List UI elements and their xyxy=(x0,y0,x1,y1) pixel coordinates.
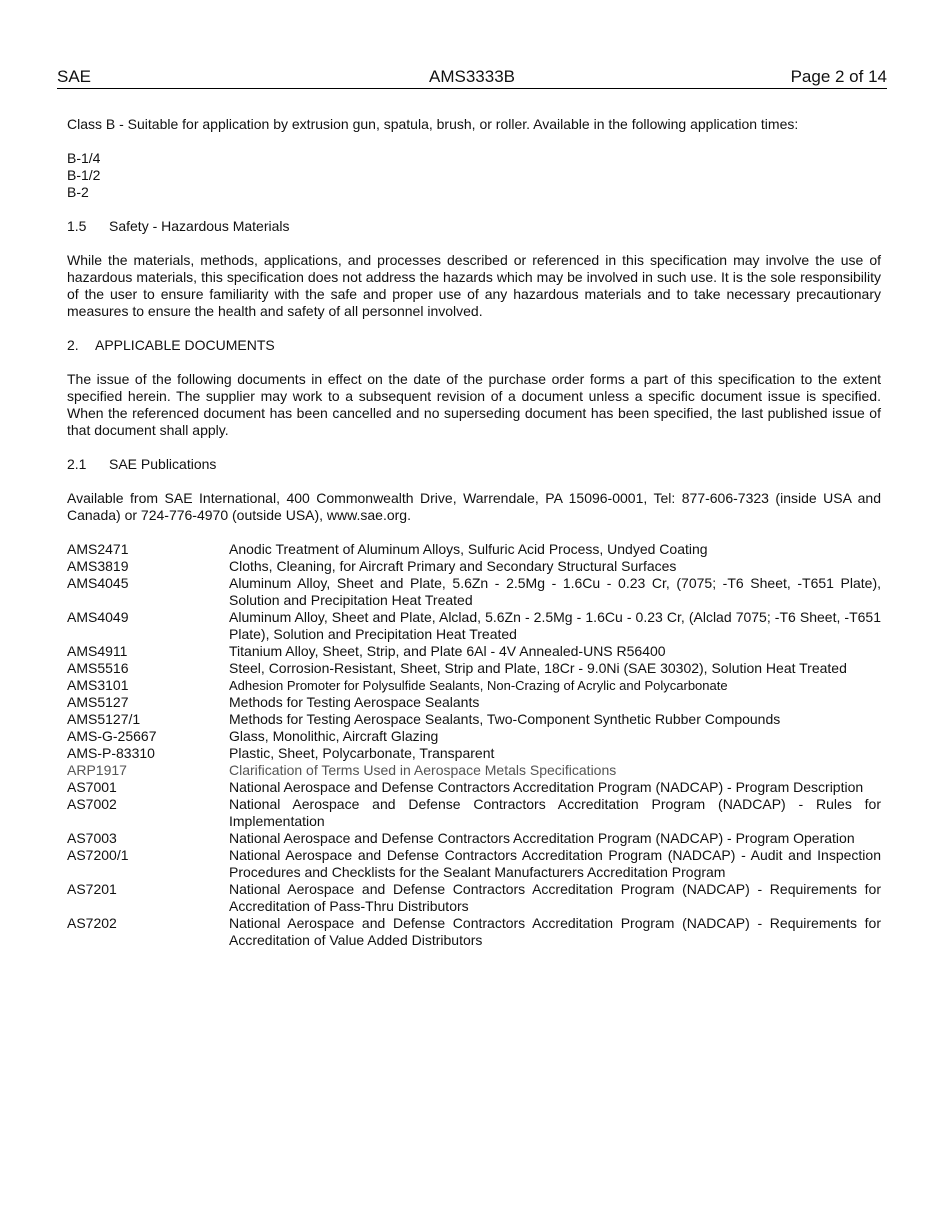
page-header xyxy=(57,66,887,89)
reference-code: AMS5516 xyxy=(67,660,129,676)
reference-item xyxy=(67,847,881,881)
reference-description: Plastic, Sheet, Polycarbonate, Transparent xyxy=(229,745,495,761)
section-title: SAE Publications xyxy=(109,456,217,472)
reference-description: National Aerospace and Defense Contractors Accreditation Program (NADCAP) - Requirements for Accreditation of Pass-Thru Distributors xyxy=(229,881,881,914)
reference-item xyxy=(67,915,881,949)
reference-description: Methods for Testing Aerospace Sealants, Two-Component Synthetic Rubber Compounds xyxy=(229,711,781,727)
application-time-item: B-1/2 xyxy=(67,167,101,183)
reference-code: AS7200/1 xyxy=(67,847,129,863)
reference-code: AMS-P-83310 xyxy=(67,745,155,761)
reference-item xyxy=(67,745,881,762)
applicable-documents-paragraph: The issue of the following documents in effect on the date of the purchase order forms a part of this specification to the extent specified herein. The supplier may work to a subsequent revision of a document unless a specific document issue is specified. When the referenced document has been cancelled and no superseding document has been specified, the last published issue of that document shall apply. xyxy=(67,371,881,438)
reference-item xyxy=(67,796,881,830)
reference-description: National Aerospace and Defense Contractors Accreditation Program (NADCAP) - Program Description xyxy=(229,779,864,795)
section-heading-sae-publications xyxy=(67,456,881,473)
reference-description: Methods for Testing Aerospace Sealants xyxy=(229,694,480,710)
reference-code: AS7002 xyxy=(67,796,117,812)
reference-code: AMS3819 xyxy=(67,558,129,574)
reference-code: AS7001 xyxy=(67,779,117,795)
class-b-paragraph: Class B - Suitable for application by extrusion gun, spatula, brush, or roller. Available in the following application times: xyxy=(67,116,799,132)
reference-code: AS7201 xyxy=(67,881,117,897)
reference-description: Aluminum Alloy, Sheet and Plate, 5.6Zn - 2.5Mg - 1.6Cu - 0.23 Cr, (7075; -T6 Sheet, -T651 Plate), Solution and Precipitation Heat Treated xyxy=(229,575,881,608)
reference-code: AMS3101 xyxy=(67,677,129,693)
reference-description: National Aerospace and Defense Contractors Accreditation Program (NADCAP) - Audit and Inspection Procedures and Checklists for the Sealant Manufacturers Accreditation Program xyxy=(229,847,881,880)
reference-description: Cloths, Cleaning, for Aircraft Primary and Secondary Structural Surfaces xyxy=(229,558,677,574)
reference-description: Adhesion Promoter for Polysulfide Sealants, Non-Crazing of Acrylic and Polycarbonate xyxy=(229,678,728,693)
reference-description: Steel, Corrosion-Resistant, Sheet, Strip and Plate, 18Cr - 9.0Ni (SAE 30302), Solution Heat Treated xyxy=(229,660,847,676)
application-times-list xyxy=(67,150,881,201)
reference-item xyxy=(67,660,881,677)
application-time-item: B-2 xyxy=(67,184,89,200)
section-heading-applicable-documents xyxy=(67,337,881,354)
reference-description: National Aerospace and Defense Contractors Accreditation Program (NADCAP) - Program Operation xyxy=(229,830,855,846)
document-body xyxy=(67,116,881,949)
reference-item xyxy=(67,643,881,660)
application-time-item: B-1/4 xyxy=(67,150,101,166)
reference-code: AMS2471 xyxy=(67,541,129,557)
reference-description: National Aerospace and Defense Contractors Accreditation Program (NADCAP) - Rules for Implementation xyxy=(229,796,881,829)
reference-description: Glass, Monolithic, Aircraft Glazing xyxy=(229,728,439,744)
reference-description: Titanium Alloy, Sheet, Strip, and Plate 6Al - 4V Annealed-UNS R56400 xyxy=(229,643,666,659)
header-page-number: Page 2 of 14 xyxy=(790,67,887,86)
reference-code: ARP1917 xyxy=(67,762,127,778)
header-org: SAE xyxy=(57,67,92,86)
reference-description: Clarification of Terms Used in Aerospace Metals Specifications xyxy=(229,762,617,778)
reference-code: AMS4049 xyxy=(67,609,129,625)
sae-availability-paragraph: Available from SAE International, 400 Commonwealth Drive, Warrendale, PA 15096-0001, Tel: 877-606-7323 (inside USA and Canada) or 724-776-4970 (outside USA), www.sae.org. xyxy=(67,490,881,523)
reference-item xyxy=(67,881,881,915)
reference-item xyxy=(67,830,881,847)
reference-item xyxy=(67,575,881,609)
reference-item xyxy=(67,558,881,575)
reference-item xyxy=(67,609,881,643)
reference-code: AMS4045 xyxy=(67,575,129,591)
reference-description: Anodic Treatment of Aluminum Alloys, Sulfuric Acid Process, Undyed Coating xyxy=(229,541,708,557)
section-number: 2. xyxy=(67,337,79,353)
reference-item xyxy=(67,762,881,779)
reference-item xyxy=(67,677,881,694)
reference-list xyxy=(67,541,881,949)
safety-paragraph: While the materials, methods, applications, and processes described or referenced in this specification may involve the use of hazardous materials, this specification does not address the hazards which may be involved in such use. It is the sole responsibility of the user to ensure familiarity with the safe and proper use of any hazardous materials and to take necessary precautionary measures to ensure the health and safety of all personnel involved. xyxy=(67,252,881,319)
section-number: 1.5 xyxy=(67,218,87,234)
reference-code: AS7003 xyxy=(67,830,117,846)
header-doc-number: AMS3333B xyxy=(429,67,515,86)
section-title: Safety - Hazardous Materials xyxy=(109,218,290,234)
reference-item xyxy=(67,541,881,558)
section-heading-safety xyxy=(67,218,881,235)
reference-item xyxy=(67,728,881,745)
reference-code: AS7202 xyxy=(67,915,117,931)
reference-item xyxy=(67,694,881,711)
reference-code: AMS5127/1 xyxy=(67,711,141,727)
reference-item xyxy=(67,711,881,728)
reference-code: AMS-G-25667 xyxy=(67,728,157,744)
reference-description: Aluminum Alloy, Sheet and Plate, Alclad, 5.6Zn - 2.5Mg - 1.6Cu - 0.23 Cr, (Alclad 7075; -T6 Sheet, -T651 Plate), Solution and Precipitation Heat Treated xyxy=(229,609,881,642)
reference-code: AMS4911 xyxy=(67,643,128,659)
section-title: APPLICABLE DOCUMENTS xyxy=(95,337,275,353)
reference-code: AMS5127 xyxy=(67,694,129,710)
reference-description: National Aerospace and Defense Contractors Accreditation Program (NADCAP) - Requirements for Accreditation of Value Added Distributors xyxy=(229,915,881,948)
reference-item xyxy=(67,779,881,796)
section-number: 2.1 xyxy=(67,456,87,472)
